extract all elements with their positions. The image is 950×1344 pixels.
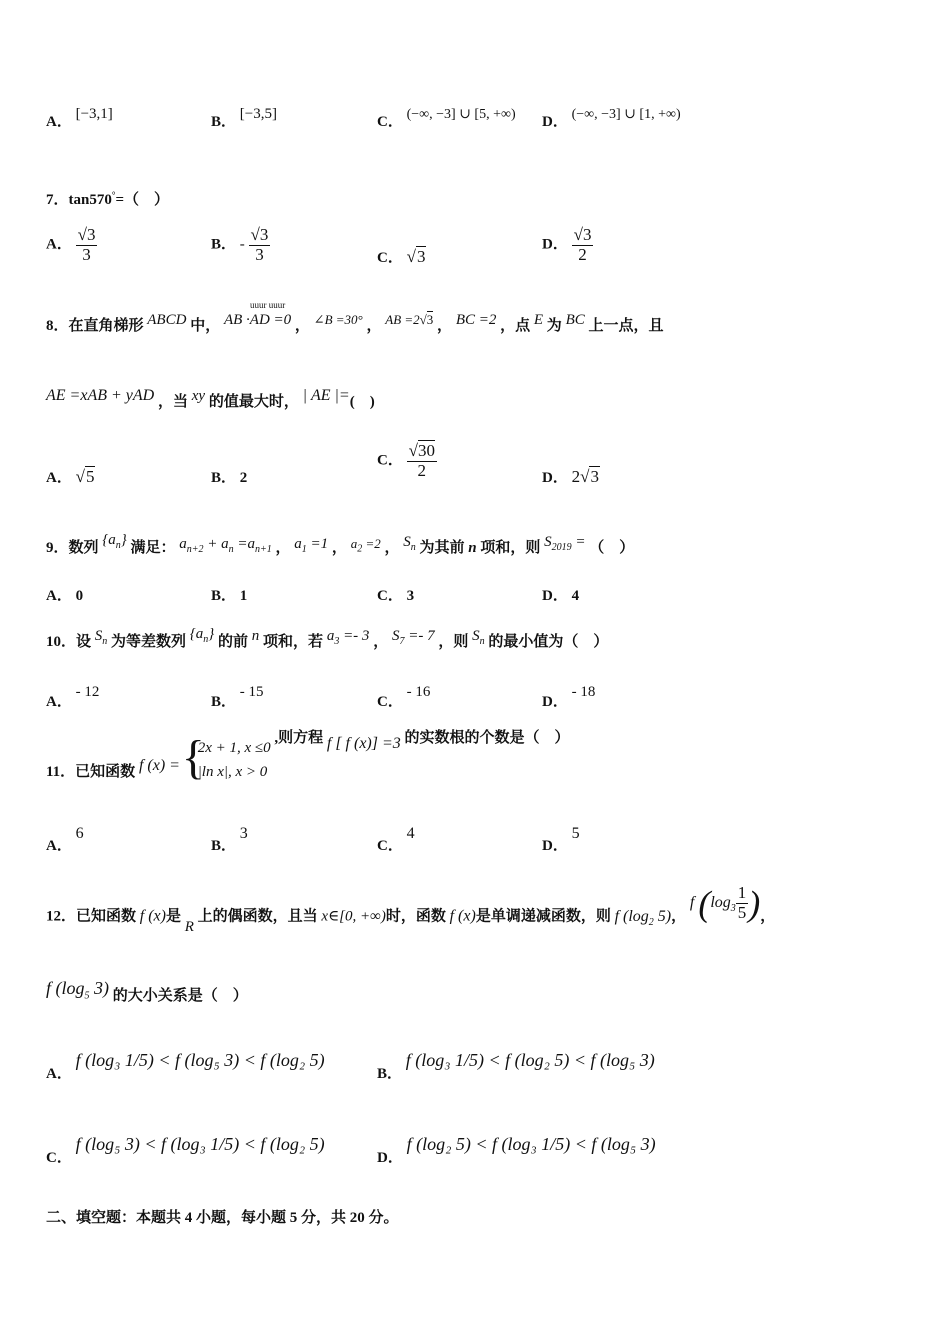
text: 为等差数列	[111, 634, 187, 650]
sn	[403, 534, 416, 553]
fraction-denominator: 5	[737, 902, 747, 922]
q8-option-a	[46, 466, 95, 487]
subscript: n	[479, 636, 485, 647]
fraction: $\frac{√3}{3}$	[77, 225, 96, 264]
q7-stem-tail: =（ ）	[115, 192, 170, 208]
option-label: B．	[211, 114, 237, 130]
subscript: 2	[648, 916, 654, 928]
subscript: n	[228, 544, 234, 555]
a3-value	[326, 628, 370, 647]
s2019	[544, 534, 586, 553]
fraction: $\frac{√3}{3}$	[250, 225, 269, 264]
text: 的实数根的个数是（ ）	[404, 730, 570, 746]
q8-option-d	[542, 466, 600, 487]
text: 中，	[190, 318, 221, 334]
option-label: A．	[46, 838, 72, 854]
text: 上的偶函数，且当	[197, 908, 318, 925]
text: ,则方程	[274, 730, 324, 746]
option-label: B．	[377, 1066, 403, 1082]
text: ，	[294, 318, 310, 334]
option-expression: f (log₃ 1/5) < f (log₅ 3) < f (log₂ 5)	[75, 1050, 325, 1070]
math: a	[179, 536, 187, 552]
text: 8．在直角梯形	[46, 318, 144, 334]
option-label: D．	[542, 114, 568, 130]
subscript: n+2	[186, 544, 204, 555]
case-1: 2x + 1, x ≤0	[197, 740, 271, 756]
option-label: A．	[46, 470, 72, 486]
option-value: 1	[239, 588, 248, 604]
f-log2-5	[614, 907, 672, 928]
text: ，则	[438, 634, 469, 650]
q12-stem-line2	[46, 978, 248, 1008]
fraction: $\frac{√30}{2}$	[408, 441, 435, 480]
text: 项和，则	[480, 540, 541, 556]
option-value: 3	[239, 825, 248, 842]
option-label: C．	[46, 1150, 72, 1166]
q9-option-a	[46, 584, 83, 605]
option-value: [−3,5]	[239, 106, 277, 122]
q9-option-b	[211, 584, 247, 605]
option-value: 4	[571, 588, 580, 604]
q10-option-c	[377, 684, 431, 711]
text: 10．设	[46, 634, 92, 650]
q10-option-a	[46, 684, 100, 711]
sn	[472, 628, 485, 647]
subscript: n	[410, 542, 416, 553]
option-expression: f (log₂ 5) < f (log₃ 1/5) < f (log₅ 3)	[406, 1134, 656, 1154]
q6-option-a	[46, 106, 113, 131]
option-value: [−3,1]	[75, 106, 113, 122]
q7-option-c	[377, 246, 426, 267]
math: =1	[306, 536, 329, 552]
text: ，点	[500, 318, 531, 334]
option-label: A．	[46, 694, 72, 710]
math: AE =xAB + yAD	[46, 387, 155, 404]
math: BC =2	[455, 312, 497, 328]
q12-option-d	[377, 1134, 656, 1166]
fraction-numerator: 3	[86, 225, 96, 244]
math: =- 7	[404, 628, 435, 644]
math: ABCD	[147, 312, 187, 328]
option-expression: f (log₃ 1/5) < f (log₂ 5) < f (log₅ 3)	[405, 1050, 655, 1070]
text: ( )	[349, 394, 375, 410]
math: S	[544, 534, 552, 550]
option-label: C．	[377, 250, 403, 266]
q11-stem	[46, 730, 570, 784]
radicand: 3	[416, 247, 426, 266]
q7-option-b	[211, 226, 270, 264]
sequence: $\{a_n\}$	[102, 532, 127, 551]
option-value: 4	[406, 825, 415, 842]
text: ，	[384, 540, 400, 556]
radicand: 5	[85, 467, 95, 486]
text: （ ）	[589, 540, 635, 556]
subscript: 7	[399, 636, 405, 647]
degree-sign: °	[111, 190, 116, 200]
subscript: n	[203, 634, 209, 645]
math: a	[350, 536, 358, 551]
option-label: B．	[211, 694, 237, 710]
text: 时，函数	[385, 908, 446, 925]
math: a	[326, 628, 335, 644]
fraction-denominator: 3	[82, 244, 91, 264]
q7-option-a	[46, 226, 97, 264]
math: S	[472, 628, 480, 644]
q11-option-c	[377, 825, 415, 855]
q6-option-d	[542, 107, 681, 131]
option-label: C．	[377, 588, 403, 604]
option-expression: f (log₅ 3) < f (log₃ 1/5) < f (log₂ 5)	[75, 1134, 325, 1154]
q8-stem-line1: 8．在直角梯形 ABCD 中， AB ·AD =0 ， ∠B =30° ， AB =2√3 ， BC =2 ，点 E 为 BC 上一点，且	[46, 312, 664, 334]
math: f (x)	[449, 907, 476, 925]
math: BC	[565, 312, 585, 328]
fraction-numerator: 3	[582, 225, 592, 244]
q9-option-c	[377, 584, 414, 605]
option-label: D．	[542, 588, 568, 604]
math: R	[184, 918, 194, 935]
minus-sign: -	[239, 236, 245, 253]
s7-value	[391, 628, 435, 647]
text: ，	[331, 540, 347, 556]
math: a	[294, 536, 302, 552]
option-label: C．	[377, 838, 403, 854]
q11-option-d	[542, 825, 580, 855]
math: =	[571, 534, 586, 550]
math: S	[391, 628, 400, 644]
option-label: C．	[377, 114, 403, 130]
math: =2	[362, 536, 381, 551]
option-label: D．	[542, 236, 568, 253]
f-log3-fifth: f ($\log_3$ $\frac{1}{5}$ )	[689, 882, 761, 923]
coefficient: 2	[571, 467, 581, 486]
option-value: (−∞, −3] ∪ [1, +∞)	[571, 107, 681, 122]
fraction-numerator: 3	[259, 225, 269, 244]
math: 5)	[653, 907, 672, 925]
option-label: A．	[46, 1066, 72, 1082]
math: 3)	[89, 978, 109, 998]
square-root: √5	[75, 467, 95, 486]
q9-stem	[46, 532, 635, 559]
q8-option-b	[211, 466, 247, 487]
option-label: B．	[211, 838, 237, 854]
text: 的最小值为（ ）	[488, 634, 609, 650]
q9-option-d	[542, 584, 579, 605]
math: xy	[191, 388, 206, 404]
text: 9．数列	[46, 540, 99, 556]
math: f (x)	[139, 907, 166, 925]
text: 为	[546, 318, 562, 334]
q12-option-b	[377, 1050, 655, 1082]
subscript: 2019	[551, 542, 572, 553]
math: f	[689, 893, 695, 911]
option-value: 0	[75, 588, 84, 604]
option-label: C．	[377, 694, 403, 710]
option-value: 6	[75, 825, 84, 842]
option-value: 3	[406, 588, 415, 604]
subscript: 2	[357, 543, 363, 555]
square-root: √3	[406, 247, 426, 266]
math: a	[108, 532, 116, 548]
option-label: B．	[211, 236, 237, 253]
math: AB ·AD =0	[223, 312, 292, 328]
text: ，当	[157, 394, 188, 410]
subscript: 1	[301, 544, 307, 555]
q6-option-b	[211, 106, 277, 131]
text: 是单调递减函数，则	[475, 908, 611, 925]
option-label: A．	[46, 236, 72, 253]
math: S	[403, 534, 411, 550]
section-heading: 二、填空题：本题共 4 小题，每小题 5 分，共 20 分。	[46, 1210, 399, 1226]
subscript: 5	[84, 990, 90, 1002]
a1-value	[294, 536, 329, 555]
math: | AE |=	[302, 387, 350, 404]
fraction-numerator: 1	[737, 882, 747, 902]
math: x∈[0, +∞)	[321, 908, 386, 925]
subscript: 3	[334, 636, 340, 647]
math: ∠B =30°	[313, 312, 363, 327]
math: =a	[233, 536, 256, 552]
option-value: 5	[571, 825, 580, 842]
square-root: 2√3	[571, 467, 599, 486]
fraction: $\frac{√3}{2}$	[573, 225, 592, 264]
math: + a	[203, 536, 229, 552]
math: n	[251, 628, 260, 644]
f-log5-3	[46, 978, 109, 1002]
q7-option-d	[542, 226, 593, 264]
math: f (log	[46, 978, 85, 998]
fraction-denominator: 2	[578, 244, 587, 264]
math: f [ f (x)] =3	[326, 735, 401, 752]
option-label: C．	[377, 452, 403, 469]
vector-arrows-hint: uuur uuur	[250, 300, 286, 310]
text: 上一点，且	[588, 318, 664, 334]
case-2: |ln x|, x > 0	[197, 764, 268, 780]
piecewise	[181, 731, 271, 784]
text: ，	[671, 908, 687, 925]
text: 的前	[218, 634, 249, 650]
fraction-denominator: 2	[417, 460, 427, 480]
text: 为其前	[419, 540, 465, 556]
option-value: (−∞, −3] ∪ [5, +∞)	[406, 107, 516, 122]
q6-option-c	[377, 107, 516, 131]
option-value: - 16	[406, 684, 431, 700]
math: log	[710, 893, 731, 911]
option-label: D．	[542, 838, 568, 854]
text: ，	[373, 634, 389, 650]
math: f (x) =	[138, 757, 180, 774]
q11-option-a	[46, 825, 84, 855]
option-value: - 15	[239, 684, 264, 700]
sequence: $\{a_n\}$	[189, 626, 215, 645]
q8-option-c	[377, 442, 437, 480]
text: 满足：	[130, 540, 176, 556]
q10-stem	[46, 626, 609, 653]
text: 的大小关系是（ ）	[112, 988, 248, 1004]
text: ，	[760, 908, 776, 925]
option-value: - 18	[571, 684, 596, 700]
recurrence	[179, 536, 272, 555]
option-label: D．	[542, 470, 568, 486]
subscript: 3	[730, 902, 736, 914]
q12-option-a	[46, 1050, 325, 1082]
text: 是	[165, 908, 181, 925]
text: 项和，若	[263, 634, 324, 650]
text: 12．已知函数	[46, 908, 137, 925]
option-label: D．	[377, 1150, 403, 1166]
option-label: A．	[46, 588, 72, 604]
math: n	[468, 540, 477, 556]
q10-option-b	[211, 684, 264, 711]
subscript: n	[115, 540, 121, 551]
math: AB =2	[385, 312, 420, 327]
math: a	[195, 626, 204, 642]
math: =- 3	[339, 628, 370, 644]
option-label: D．	[542, 694, 568, 710]
text: 的值最大时，	[208, 394, 299, 410]
q11-option-b	[211, 825, 248, 855]
subscript: n+1	[255, 544, 272, 555]
option-label: B．	[211, 588, 237, 604]
fraction-denominator: 3	[255, 244, 264, 264]
text: ，	[437, 318, 453, 334]
option-label: A．	[46, 114, 72, 130]
math: f (log	[614, 907, 649, 925]
subscript: n	[102, 636, 108, 647]
q10-option-d	[542, 684, 596, 711]
a2-value	[350, 536, 381, 555]
left-brace: {	[181, 731, 205, 784]
option-label: B．	[211, 470, 237, 486]
fraction-numerator: 30	[417, 441, 435, 460]
q12-option-c	[46, 1134, 325, 1166]
text: 11．已知函数	[46, 764, 136, 780]
math: E	[533, 312, 544, 328]
radicand: 3	[426, 312, 434, 327]
q12-stem-line1	[46, 882, 776, 938]
option-value: - 12	[75, 684, 100, 700]
q8-stem-line2	[46, 387, 375, 411]
math: S	[94, 628, 103, 644]
option-value: 2	[239, 470, 248, 486]
text: ，	[275, 540, 291, 556]
q7-stem	[46, 188, 169, 209]
q7-stem-text: 7．tan570	[46, 192, 112, 208]
sn	[94, 628, 108, 647]
radicand: 3	[590, 467, 599, 486]
text: ，	[366, 318, 382, 334]
